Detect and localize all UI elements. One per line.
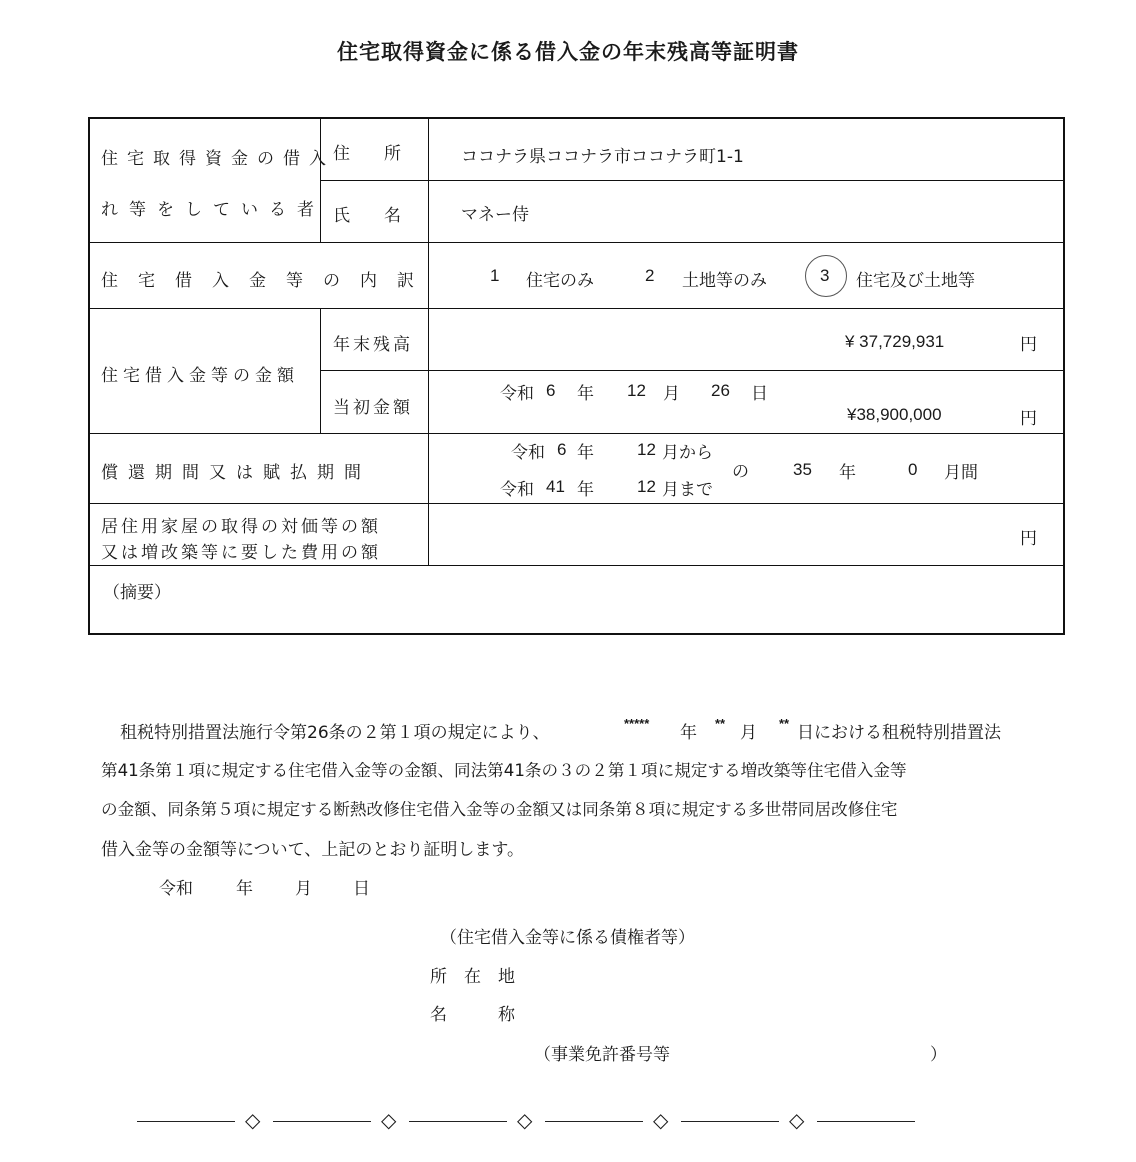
creditor-name-label: 名 称 — [430, 1005, 515, 1025]
statement-month-placeholder: ** — [715, 716, 726, 731]
row-divider — [90, 503, 1065, 504]
diamond-icon: ◇ — [245, 1108, 261, 1132]
period-end-year: 41 — [546, 477, 565, 496]
initial-date-era: 令和 — [500, 384, 534, 404]
col-divider — [428, 119, 429, 565]
year-end-label: 年末残高 — [333, 335, 413, 355]
date-era: 令和 — [159, 879, 193, 899]
ornament-line — [681, 1121, 779, 1122]
breakdown-option-1-label: 住宅のみ — [526, 271, 594, 291]
statement-line4: 借入金等の金額等について、上記のとおり証明します。 — [101, 840, 524, 860]
initial-date-month: 12 — [627, 381, 646, 400]
initial-date-year-unit: 年 — [577, 384, 594, 404]
statement-line1-a: 租税特別措置法施行令第26条の２第１項の規定により、 — [120, 723, 550, 743]
initial-date-day: 26 — [711, 381, 730, 400]
period-months: 0 — [908, 460, 918, 479]
breakdown-option-2-label: 土地等のみ — [682, 271, 767, 291]
cost-yen: 円 — [1020, 529, 1037, 549]
diamond-icon: ◇ — [789, 1108, 805, 1132]
creditor-location-label: 所 在 地 — [430, 967, 515, 987]
borrower-label-line2: れ等をしている者 — [101, 200, 325, 220]
period-of: の — [732, 462, 749, 482]
breakdown-label: 住宅借入金等の内訳 — [101, 271, 434, 291]
initial-yen: 円 — [1020, 409, 1037, 429]
name-label: 氏 名 — [333, 206, 401, 226]
period-start-year-unit: 年 — [577, 443, 594, 463]
diamond-icon: ◇ — [381, 1108, 397, 1132]
remarks-label: （摘要） — [103, 583, 171, 603]
initial-date-month-unit: 月 — [663, 384, 680, 404]
amount-label: 住宅借入金等の金額 — [101, 366, 299, 386]
col-divider — [320, 119, 321, 242]
address-value: ココナラ県ココナラ市ココナラ町1-1 — [461, 147, 744, 167]
ornament-line — [409, 1121, 507, 1122]
diamond-icon: ◇ — [653, 1108, 669, 1132]
row-divider — [320, 370, 1065, 371]
ornament-line — [545, 1121, 643, 1122]
license-label: （事業免許番号等 — [534, 1045, 670, 1065]
period-label: 償還期間又は賦払期間 — [101, 463, 371, 483]
breakdown-option-2-num: 2 — [645, 266, 655, 285]
date-year-unit: 年 — [236, 879, 253, 899]
period-start-month: 12 — [637, 440, 656, 459]
initial-date-year: 6 — [546, 381, 556, 400]
address-label: 住 所 — [333, 144, 401, 164]
ornament-line — [817, 1121, 915, 1122]
period-months-unit: 月間 — [944, 463, 978, 483]
row-divider — [90, 565, 1065, 566]
borrower-label-line1: 住宅取得資金の借入 — [101, 149, 335, 169]
license-close: ） — [930, 1045, 947, 1065]
period-years-unit: 年 — [839, 463, 856, 483]
statement-line1-b: 日における租税特別措置法 — [797, 723, 1001, 743]
breakdown-option-3-num: 3 — [820, 266, 830, 285]
ornament-line — [137, 1121, 235, 1122]
period-end-year-unit: 年 — [577, 480, 594, 500]
row-divider — [90, 433, 1065, 434]
statement-year-unit: 年 — [680, 723, 697, 743]
initial-label: 当初金額 — [333, 398, 413, 418]
statement-day-placeholder: ** — [779, 716, 790, 731]
year-end-value: ¥ 37,729,931 — [845, 332, 945, 351]
ornament-line — [273, 1121, 371, 1122]
period-start-year: 6 — [557, 440, 567, 459]
row-divider — [90, 242, 1065, 243]
period-start-suffix: 月から — [662, 443, 713, 463]
period-start-era: 令和 — [511, 443, 545, 463]
breakdown-option-3-label: 住宅及び土地等 — [856, 271, 975, 291]
statement-line3: の金額、同条第５項に規定する断熱改修住宅借入金等の金額又は同条第８項に規定する多世帯同居改修住宅 — [101, 800, 898, 819]
initial-value: ¥38,900,000 — [847, 405, 942, 424]
year-end-yen: 円 — [1020, 335, 1037, 355]
col-divider — [320, 308, 321, 433]
period-end-suffix: 月まで — [662, 480, 713, 500]
document-title: 住宅取得資金に係る借入金の年末残高等証明書 — [337, 40, 799, 64]
creditor-heading: （住宅借入金等に係る債権者等） — [440, 928, 695, 948]
diamond-icon: ◇ — [517, 1108, 533, 1132]
cost-label-line1: 居住用家屋の取得の対価等の額 — [101, 517, 381, 537]
period-end-era: 令和 — [500, 480, 534, 500]
row-divider — [90, 308, 1065, 309]
statement-year-placeholder: ***** — [624, 716, 650, 731]
period-end-month: 12 — [637, 477, 656, 496]
breakdown-option-1-num: 1 — [490, 266, 500, 285]
initial-date-day-unit: 日 — [751, 384, 768, 404]
date-month-unit: 月 — [295, 879, 312, 899]
period-years: 35 — [793, 460, 812, 479]
cost-label-line2: 又は増改築等に要した費用の額 — [101, 543, 381, 563]
row-divider — [320, 180, 1065, 181]
name-value: マネー侍 — [461, 205, 529, 225]
statement-line2: 第41条第１項に規定する住宅借入金等の金額、同法第41条の３の２第１項に規定する増改築等住宅借入金等 — [101, 761, 907, 780]
date-day-unit: 日 — [353, 879, 370, 899]
statement-month-unit: 月 — [740, 723, 757, 743]
